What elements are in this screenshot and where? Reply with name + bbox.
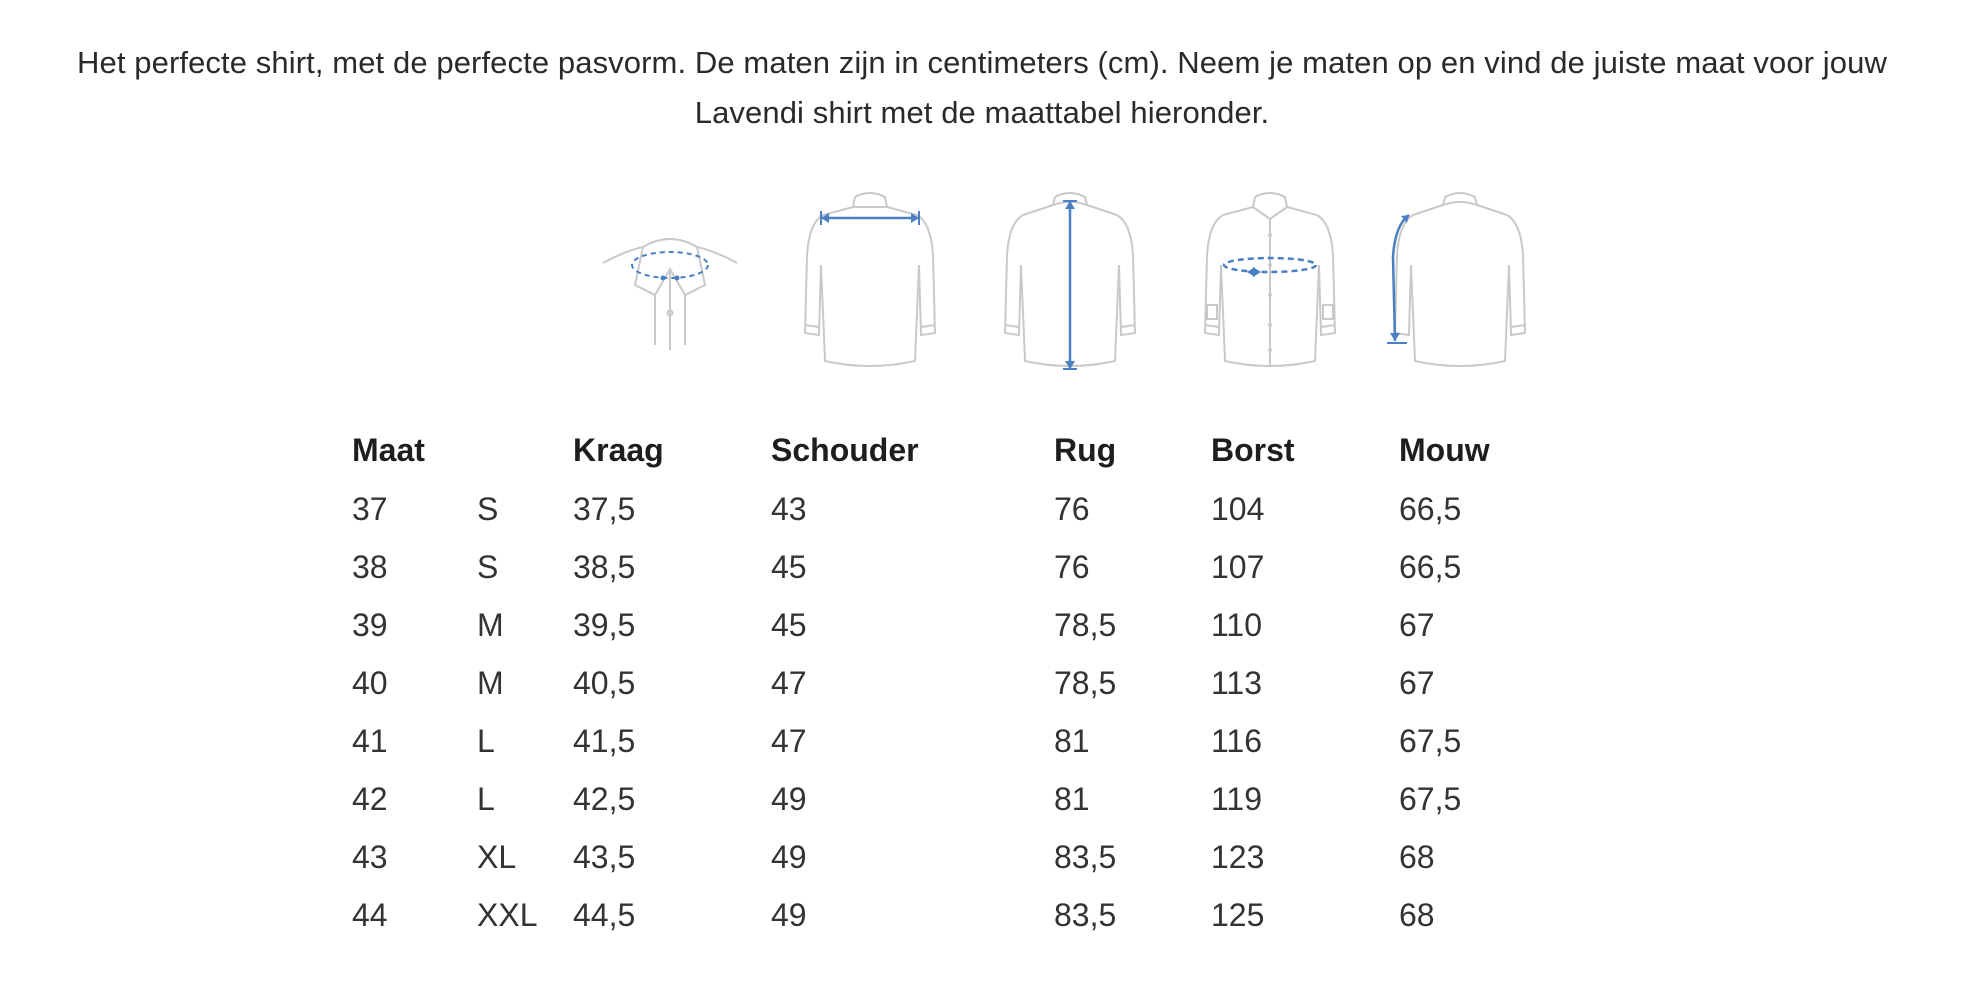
cell-schouder: 47 (771, 722, 807, 759)
cell-letter: M (477, 664, 504, 701)
table-row (352, 770, 1549, 828)
cell-kraag: 44,5 (573, 896, 636, 933)
cell-kraag: 40,5 (573, 664, 636, 701)
cell-schouder: 47 (771, 664, 807, 701)
table-row (352, 654, 1549, 712)
intro-text (0, 38, 1964, 138)
table-row (352, 828, 1549, 886)
cell-borst: 113 (1211, 664, 1263, 701)
size-table (352, 420, 1549, 944)
cell-rug: 76 (1054, 548, 1090, 585)
cell-schouder: 45 (771, 606, 807, 643)
header-mouw: Mouw (1399, 431, 1490, 468)
cell-letter: M (477, 606, 504, 643)
cell-kraag: 41,5 (573, 722, 636, 759)
cell-borst: 104 (1211, 490, 1265, 527)
cell-mouw: 67,5 (1399, 780, 1462, 817)
cell-maat: 41 (352, 722, 388, 759)
cell-kraag: 42,5 (573, 780, 636, 817)
cell-borst: 125 (1211, 896, 1265, 933)
cell-kraag: 37,5 (573, 490, 636, 527)
cell-mouw: 68 (1399, 896, 1435, 933)
cell-letter: L (477, 722, 495, 759)
cell-kraag: 43,5 (573, 838, 636, 875)
cell-maat: 40 (352, 664, 388, 701)
cell-letter: XL (477, 838, 517, 875)
table-row (352, 596, 1549, 654)
cell-borst: 116 (1211, 722, 1263, 759)
cell-schouder: 49 (771, 780, 807, 817)
table-row (352, 886, 1549, 944)
cell-letter: S (477, 490, 499, 527)
cell-borst: 119 (1211, 780, 1263, 817)
cell-rug: 78,5 (1054, 606, 1117, 643)
shirt-sleeve-measure-icon (1385, 185, 1535, 375)
cell-schouder: 49 (771, 838, 807, 875)
cell-maat: 44 (352, 896, 388, 933)
table-row (352, 712, 1549, 770)
shirt-shoulder-measure-icon (795, 185, 945, 375)
cell-letter: S (477, 548, 499, 585)
shirt-back-length-measure-icon (995, 185, 1145, 375)
cell-kraag: 38,5 (573, 548, 636, 585)
cell-rug: 78,5 (1054, 664, 1117, 701)
measurement-illustrations (595, 185, 1555, 375)
cell-rug: 83,5 (1054, 838, 1117, 875)
cell-maat: 39 (352, 606, 388, 643)
cell-rug: 81 (1054, 780, 1090, 817)
cell-schouder: 45 (771, 548, 807, 585)
cell-mouw: 67,5 (1399, 722, 1462, 759)
cell-mouw: 66,5 (1399, 490, 1462, 527)
cell-kraag: 39,5 (573, 606, 636, 643)
cell-mouw: 66,5 (1399, 548, 1462, 585)
cell-maat: 38 (352, 548, 388, 585)
header-maat: Maat (352, 431, 425, 468)
table-row (352, 480, 1549, 538)
header-letter (477, 420, 573, 480)
cell-rug: 76 (1054, 490, 1090, 527)
cell-borst: 110 (1211, 606, 1263, 643)
shirt-collar-measure-icon (595, 185, 745, 375)
cell-rug: 81 (1054, 722, 1090, 759)
cell-maat: 37 (352, 490, 388, 527)
size-table-body (352, 480, 1549, 944)
header-rug: Rug (1054, 431, 1117, 468)
intro-line-2: Lavendi shirt met de maattabel hieronder. (694, 95, 1270, 130)
cell-mouw: 67 (1399, 664, 1435, 701)
cell-letter: L (477, 780, 495, 817)
header-borst: Borst (1211, 431, 1295, 468)
cell-borst: 123 (1211, 838, 1265, 875)
cell-mouw: 67 (1399, 606, 1435, 643)
cell-maat: 42 (352, 780, 388, 817)
cell-maat: 43 (352, 838, 388, 875)
intro-line-1: Het perfecte shirt, met de perfecte pasvorm. De maten zijn in centimeters (cm). Neem je maten op en vind de juiste maat voor jouw (77, 45, 1887, 80)
header-kraag: Kraag (573, 431, 664, 468)
cell-rug: 83,5 (1054, 896, 1117, 933)
size-table-header (352, 420, 1549, 480)
cell-schouder: 43 (771, 490, 807, 527)
shirt-chest-measure-icon (1195, 185, 1345, 375)
cell-borst: 107 (1211, 548, 1265, 585)
cell-mouw: 68 (1399, 838, 1435, 875)
cell-letter: XXL (477, 896, 538, 933)
table-row (352, 538, 1549, 596)
header-schouder: Schouder (771, 431, 919, 468)
cell-schouder: 49 (771, 896, 807, 933)
